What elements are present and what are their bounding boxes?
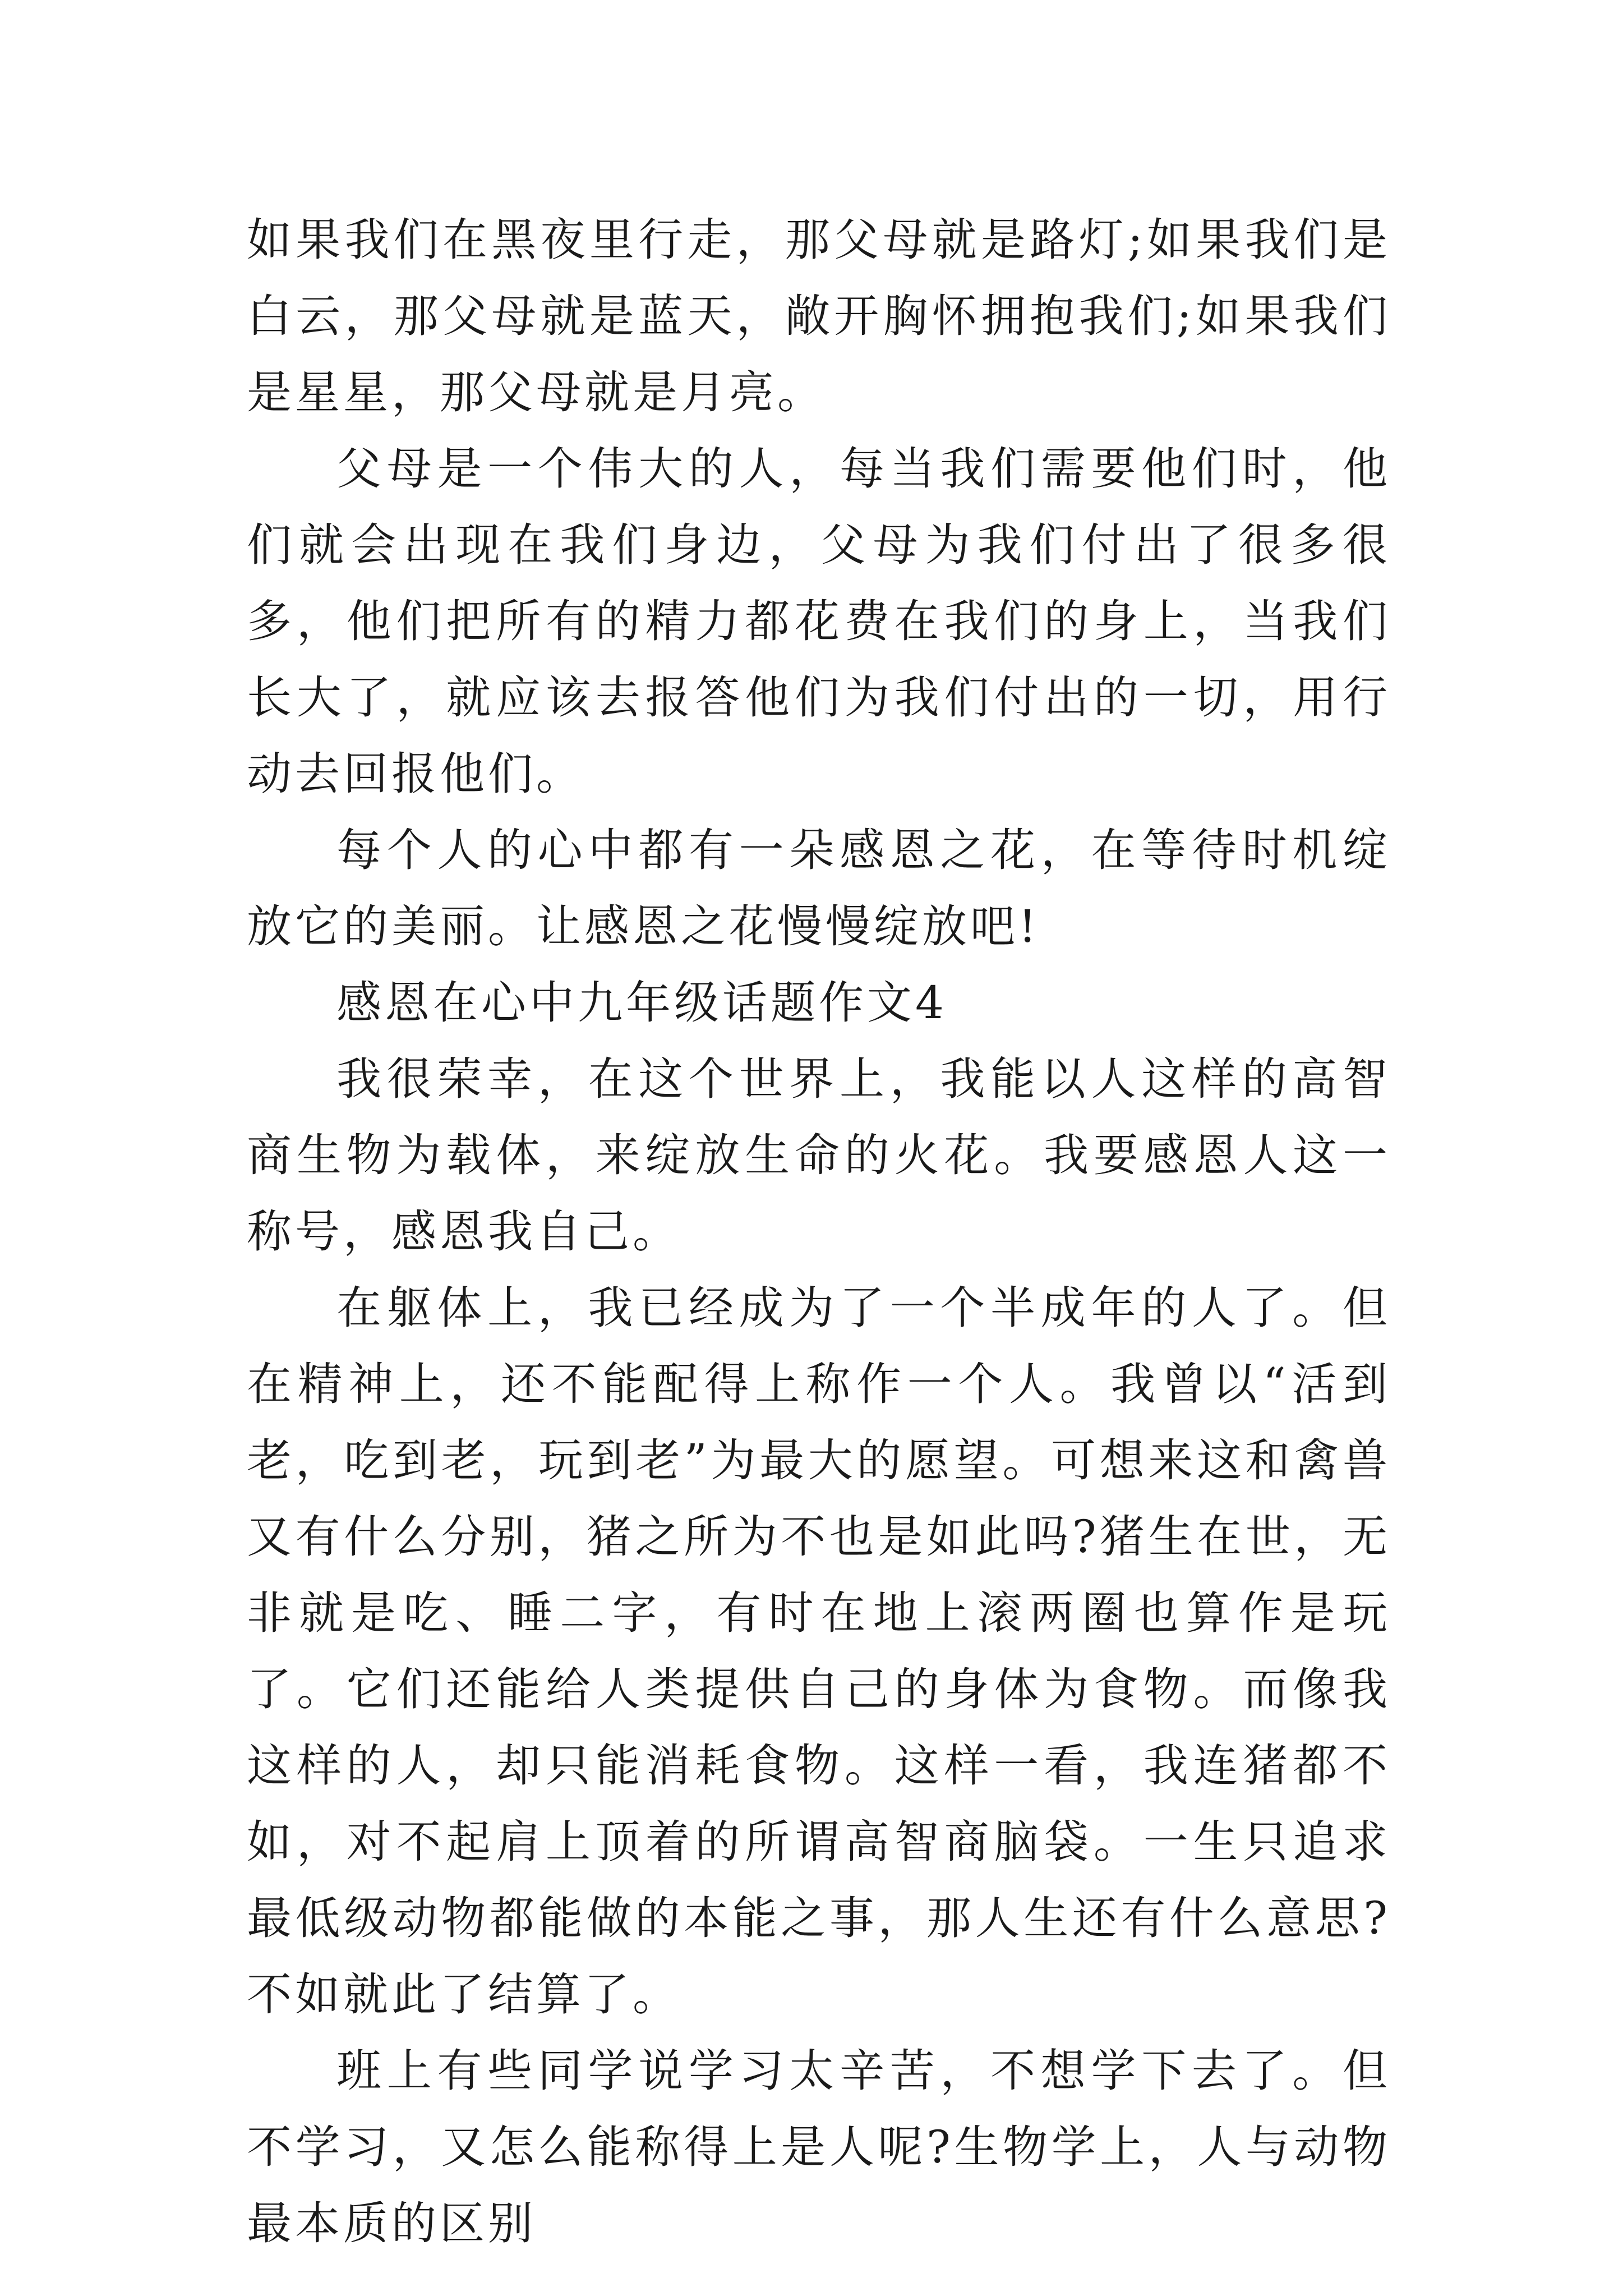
- paragraph-honored-human: 我很荣幸，在这个世界上，我能以人这样的高智商生物为载体，来绽放生命的火花。我要感恩人这一称号，感恩我自己。: [247, 1053, 1391, 1258]
- paragraph-gratitude-flower: 每个人的心中都有一朵感恩之花，在等待时机绽放它的美丽。让感恩之花慢慢绽放吧!: [247, 824, 1391, 953]
- paragraph-body-and-spirit: 在躯体上，我已经成为了一个半成年的人了。但在精神上，还不能配得上称作一个人。我曾以“活到老，吃到老，玩到老”为最大的愿望。可想来这和禽兽又有什么分别，猪之所为不也是如此吗?猪生在世，无非就是吃、睡二字，有时在地上滚两圈也算作是玩了。它们还能给人类提供自己的身体为食物。而像我这样的人，却只能消耗食物。这样一看，我连猪都不如，对不起肩上顶着的所谓高智商脑袋。一生只追求最低级动物都能做的本能之事，那人生还有什么意思?不如就此了结算了。: [247, 1282, 1391, 2021]
- paragraph-classmates-study: 班上有些同学说学习太辛苦，不想学下去了。但不学习，又怎么能称得上是人呢?生物学上，人与动物最本质的区别: [247, 2045, 1391, 2249]
- essay-title: 感恩在心中九年级话题作文4: [336, 977, 947, 1029]
- paragraph-parents-greatness: 父母是一个伟大的人，每当我们需要他们时，他们就会出现在我们身边，父母为我们付出了很多很多，他们把所有的精力都花费在我们的身上，当我们长大了，就应该去报答他们为我们付出的一切，用行动去回报他们。: [247, 443, 1391, 800]
- document-body: [247, 202, 1391, 2262]
- paragraph-parents-metaphor: 如果我们在黑夜里行走，那父母就是路灯;如果我们是白云，那父母就是蓝天，敞开胸怀拥抱我们;如果我们是星星，那父母就是月亮。: [247, 214, 1391, 418]
